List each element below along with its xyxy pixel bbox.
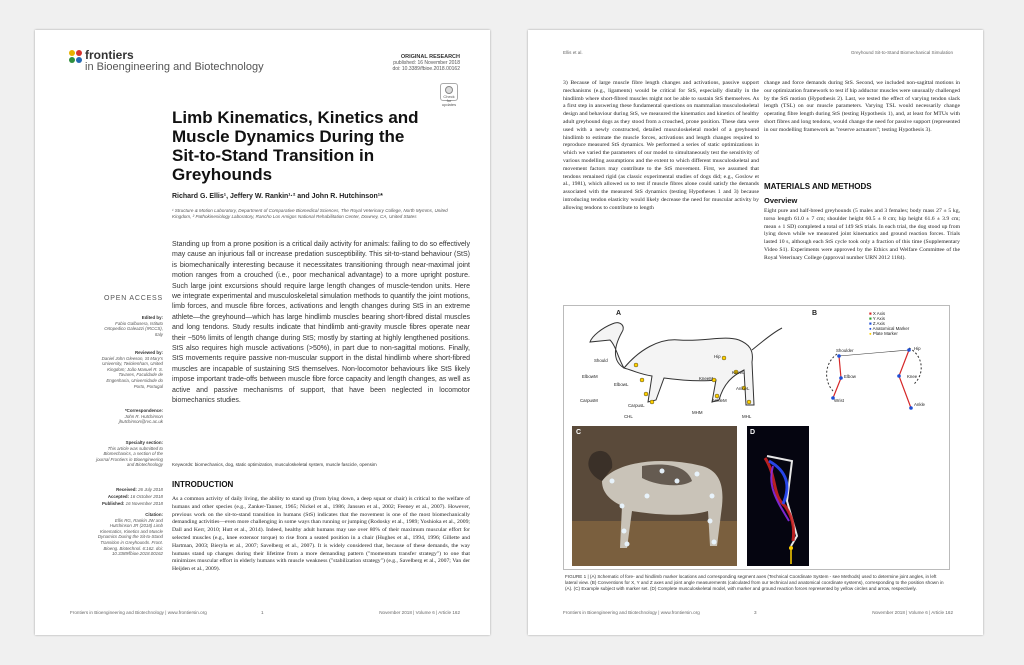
- sidebar-head: Edited by:: [141, 315, 163, 320]
- subject-photo: [572, 426, 737, 566]
- overview-heading: Overview: [764, 196, 798, 205]
- sidebar-text: Ellis RG, Rankin JW and Hutchinson JR (2018) Limb Kinematics, Kinetics and Muscle Dynamics During the Sit-to-Stand Transition in Greyhounds. Front. Bioeng. Biotechnol. 6:162. doi: 10.3389/fbioe.2018.00162: [97, 517, 163, 557]
- frontiers-logo-icon: [69, 50, 85, 66]
- sidebar-item-specialty: [95, 440, 163, 468]
- brand-name: frontiers: [85, 48, 134, 62]
- marker-label: MHM: [692, 410, 703, 415]
- check-updates-label: Check for updates: [441, 94, 457, 107]
- marker-label: CarpusL: [628, 403, 645, 408]
- sidebar-head: Published:: [101, 501, 125, 506]
- sidebar-item-accepted: [95, 494, 163, 500]
- axes-legend: ■ X Axis ■ Y Axis ■ Z Axis ● Anatomical Marker ● Plate Marker: [869, 311, 910, 336]
- page-number: 3: [754, 610, 757, 615]
- sidebar-head: Specialty section:: [125, 440, 163, 445]
- subject-photo-image: [572, 426, 737, 566]
- sidebar-text: 16 October 2018: [130, 494, 163, 499]
- marker-label: CarpusM: [580, 398, 598, 403]
- published-date: published: 16 November 2018: [393, 60, 460, 66]
- sidebar-text: 26 July 2018: [138, 487, 163, 492]
- running-header-right: Greyhound Sit-to-Stand Biomechanical Simulation: [850, 50, 953, 55]
- article-meta: [392, 54, 460, 72]
- panel-label-d: D: [750, 429, 756, 436]
- keywords: Keywords: biomechanics, dog, static optimization, musculoskeletal system, muscle fascicle, opensim: [172, 462, 377, 467]
- check-updates-button[interactable]: [440, 83, 458, 107]
- sidebar-head: Reviewed by:: [134, 350, 163, 355]
- marker-label: AnkleM: [712, 398, 727, 403]
- marker-label: KneeM: [699, 376, 713, 381]
- sidebar-item-received: [95, 487, 163, 493]
- marker-label: ElbowM: [582, 374, 598, 379]
- sidebar-text: 16 November 2018: [125, 501, 163, 506]
- figure-caption: FIGURE 1 | (A) Schematic of fore- and hindlimb marker locations and corresponding segment axes (Technical Coordinate System - see Methods) used to determine joint angles, in left lateral view. (B) Conventions for X, Y and Z axes and joint angle measurements (calculated from our technical and anatomical coordinate systems), corresponding to the position shown in (A). (C) Example subject with marker set. (D) Complete musculoskeletal model, with marker and ground reaction forces represented by yellow circles and arrow, respectively.: [565, 574, 944, 591]
- footer-left[interactable]: Frontiers in Bioengineering and Biotechnology | www.frontiersin.org: [70, 610, 207, 615]
- legend-y-axis: Y Axis: [872, 316, 885, 321]
- footer-right: November 2018 | Volume 6 | Article 162: [872, 610, 953, 615]
- figure-1: [563, 305, 950, 570]
- panel-label-a: A: [616, 310, 622, 317]
- joint-label: Wrist: [834, 398, 844, 403]
- sidebar-text: Fabio Galbusera, Istituto Ortopedico Galeazzi (IRCCS), Italy: [104, 320, 163, 337]
- left-column-text: 3) Because of large muscle fibre length changes and activations, passive support mechanisms (e.g., ligaments) would be critical for StS, especially distally in the hindlimb where short-fibred muscles might not be able to sustain StS themselves. As a first step in answering these fundamental questions on mammalian musculoskeletal design and behaviour during StS, we measured the kinematics and kinetics of healthy adult greyhound dogs as they stood from a crouched, prone position. These data were used with a newly constructed, detailed musculoskeletal model of a greyhound hindlimb to estimate the muscle forces, activations and length changes required to reproduce measured StS dynamics. We performed a series of static optimizations in which we varied the parameters of our model to simultaneously test the sensitivity of various modelling assumptions and the extent to which different musculoskeletal and movement factors may contribute to the StS movement. First, we assumed that tendons remained rigid (as classic experimental studies of dogs did; e.g., Goslow et al., 1981), which allowed us to test if muscle fibres alone could satisfy the demands associated with the measured StS dynamics (testing Hypotheses 1 and 3) because introducing tendon elasticity would likely decrease the need for muscular activity by allowing tendons to contribute to length: [563, 80, 759, 211]
- overview-text: Eight pure and half-breed greyhounds (5 males and 3 females; body mass 27 ± 5 kg, torso length 61.0 ± 7 cm; shoulder height 60.5 ± 8 cm; hip height 61.6 ± 3.9 cm; mean ± 1 SD) completed a total of 149 StS trials. In each trial, the dog stood up from lying down while we measured joint kinematics and ground reaction forces. Trials lasted 10 s, although each StS cycle took only a fraction of this time (Supplementary Video S1). Experiments were approved by the Ethics and Welfare Committee of the Royal Veterinary College (approval number URN 2012 1184).: [764, 208, 960, 261]
- marker-label: ElbowL: [614, 382, 629, 387]
- abstract: Standing up from a prone position is a critical daily activity for animals: failing to do so effectively may cause an injurious fall or increase predation susceptibility. This sit-to-stand behaviour (StS) is biomechanically interesting because it necessitates transitioning through near-maximal joint motion ranges from a crouched (i.e., poor mechanical advantage) to a more upright posture. Such large joint excursions should require large length changes of muscle-tendon units. Here we integrate experimental and musculoskeletal simulation methods to quantify the joint motions, limb forces, and muscle fibre forces, activations and length changes during StS in an extreme athlete—the greyhound—which has large hindlimb muscles bearing short-fibred distal muscles and long tendons. Study results indicate that hindlimb anti-gravity muscle fibres operate near their ~50% limits of length change during StS; mostly by starting at highly lengthened positions. StS also requires high muscle activations (>50%), in part due to non-sagittal motions. Finally, StS movements require passive non-muscular support in the distal hindlimb where short-fibred muscles are incapable of sustaining StS themselves. Non-locomotor behaviours like StS likely impose important trade-offs between muscle fibre force capacity and length changes, as well as active and passive mechanisms of support, that have been neglected in locomotor biomechanics studies.: [172, 241, 470, 405]
- intro-heading: INTRODUCTION: [172, 480, 234, 489]
- footer-left[interactable]: Frontiers in Bioengineering and Biotechnology | www.frontiersin.org: [563, 610, 700, 615]
- marker-label: Hip: [714, 354, 721, 359]
- joint-label: Knee: [907, 374, 918, 379]
- joint-label: Hip: [914, 346, 921, 351]
- marker-label: CHL: [624, 414, 633, 419]
- joint-label: Shoulder: [836, 348, 854, 353]
- article-doi[interactable]: doi: 10.3389/fbioe.2018.00162: [392, 66, 460, 72]
- legend-z-axis: Z Axis: [872, 321, 885, 326]
- sidebar-item-edited: [95, 315, 163, 337]
- dog-schematic-diagram: [584, 310, 784, 422]
- page-number: 1: [261, 610, 264, 615]
- sidebar-head: Received:: [116, 487, 137, 492]
- sidebar-item-citation: [95, 512, 163, 557]
- page-two: [528, 30, 983, 635]
- sidebar-text: Daniel John Gleeson, St Mary's University, Twickenham, United Kingdom; João Manuel R. S. Tavares, Faculdade de Engenharia, Universidade do Porto, Portugal: [101, 355, 163, 389]
- journal-name: in Bioengineering and Biotechnology: [85, 61, 264, 73]
- author-list[interactable]: Richard G. Ellis¹, Jeffery W. Rankin¹·² and John R. Hutchinson¹*: [172, 193, 383, 200]
- check-updates-icon: [445, 86, 453, 94]
- running-header-left: Ellis et al.: [563, 50, 583, 55]
- musculoskeletal-model-render: [747, 426, 809, 566]
- methods-heading: MATERIALS AND METHODS: [764, 182, 872, 191]
- panel-label-c: C: [576, 429, 582, 436]
- joint-label: Ankle: [914, 402, 925, 407]
- sidebar-item-published: [95, 501, 163, 507]
- sidebar-text: This article was submitted to Biomechanics, a section of the journal Frontiers in Bioengineering and Biotechnology: [96, 445, 163, 468]
- open-access-label: OPEN ACCESS: [104, 295, 163, 302]
- page-one: [35, 30, 490, 635]
- sidebar-text[interactable]: John R. Hutchinson jhutchinson@rvc.ac.uk: [118, 413, 163, 425]
- article-title: Limb Kinematics, Kinetics and Muscle Dynamics During the Sit-to-Stand Transition in Greyhounds: [172, 108, 419, 184]
- affiliations: ¹ Structure & Motion Laboratory, Department of Comparative Biomedical Sciences, The Royal Veterinary College, North Mymms, United Kingdom, ² Pathokinesiology Laboratory, Rancho Los Amigos National Rehabilitation Center, Downey, CA, United States: [172, 208, 448, 219]
- legend-x-axis: X Axis: [872, 311, 886, 316]
- sidebar-head: Citation:: [145, 512, 163, 517]
- footer-right: November 2018 | Volume 6 | Article 162: [379, 610, 460, 615]
- sidebar-head: *Correspondence:: [124, 408, 163, 413]
- right-column-text: change and force demands during StS. Second, we included non-sagittal motions in our optimization framework to test if hip adductor muscles were unusually challenged by the StS motion (Hypothesis 2). Last, we tested the effect of varying tendon slack length (TSL) on our muscle parameters. Varying TSL would necessarily change operating fibre length during StS (testing Hypothesis 1), and, at least for MTUs with short fibres and long tendons, would change the need for passive support (represented in our modelling framework as "reserve actuators"; testing Hypothesis 3).: [764, 80, 961, 133]
- intro-text: As a common activity of daily living, the ability to stand up (from lying down, a deep squat or chair) is critical to the welfare of humans and other species (e.g., Zanker-Tanner, 1965; Nickel et al., 1986; Janssen et al., 2002; Feeney et al., 2007). However, previous work on the sit-to-stand transition in humans (StS) indicates that the movement is one of the most biomechanically demanding activities—even more challenging in some ways than running or jumping (Rodosky et al., 1989; Yoshioka et al., 2009; Dall and Kerr, 2010; Hutt et al., 2014). Indeed, healthy adult humans may use over 80% of their maximum muscular effort for selected muscles (e.g., knee extensor torque) to rise from a seated position in a chair (Hughes et al., 1994, 1996; Gillette and Hartman, 2003; Bieryla et al., 2007; Savelberg et al., 2007). It is widely considered that, because of these demands, the way humans stand up changes during their lifetime from a more demanding pattern ("momentum transfer strategy") to one that minimizes muscular effort in elderly humans with muscle weakness ("stabilization strategy") (e.g., Savelberg et al., 2007; Van der Heijden et al., 2009).: [172, 496, 470, 573]
- article-type: ORIGINAL RESEARCH: [400, 54, 460, 60]
- marker-label: AnkleL: [736, 386, 750, 391]
- sidebar-item-reviewed: [95, 350, 163, 389]
- sidebar-head: Accepted:: [107, 494, 130, 499]
- sidebar-item-correspondence: [95, 408, 163, 425]
- marker-label: Should: [594, 358, 608, 363]
- legend-anatomical-marker: Anatomical Marker: [872, 326, 910, 331]
- marker-label: MHL: [742, 414, 752, 419]
- panel-label-b: B: [812, 310, 818, 317]
- musculoskeletal-model-image: [747, 426, 809, 566]
- marker-label: KneeL: [732, 370, 745, 375]
- joint-label: Elbow: [844, 374, 856, 379]
- legend-plate-marker: Plate Marker: [872, 331, 898, 336]
